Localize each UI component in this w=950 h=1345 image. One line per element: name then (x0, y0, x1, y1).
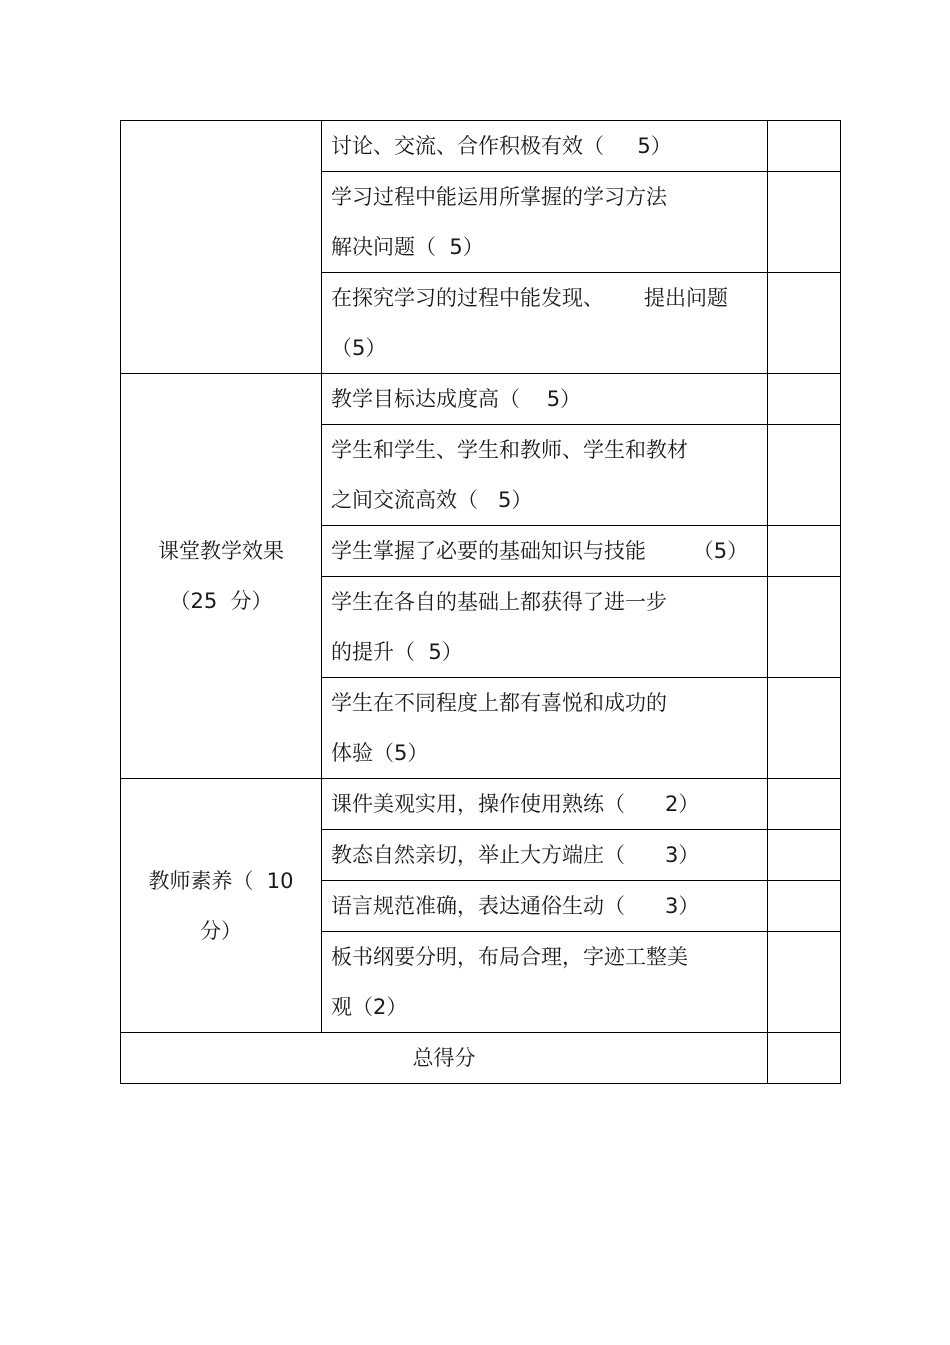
criterion-cell (322, 374, 768, 425)
table-row (121, 121, 841, 172)
criterion-text: 学生和学生、学生和教师、学生和教材 (331, 438, 688, 462)
criterion-text: 学生掌握了必要的基础知识与技能 （5） (331, 539, 749, 563)
criterion-cell (322, 121, 768, 172)
score-cell[interactable] (768, 121, 841, 172)
evaluation-table (120, 120, 841, 1084)
score-cell[interactable] (768, 678, 841, 779)
criterion-text: 观（2） (331, 995, 408, 1019)
criterion-cell (322, 678, 768, 779)
criterion-text: 在探究学习的过程中能发现、 提出问题 (331, 286, 729, 310)
category-cell-blank (121, 121, 322, 374)
score-cell[interactable] (768, 273, 841, 374)
criterion-text: 语言规范准确，表达通俗生动（ 3） (331, 894, 700, 918)
criterion-text: 教态自然亲切，举止大方端庄（ 3） (331, 843, 700, 867)
criterion-text: 讨论、交流、合作积极有效（ 5） (331, 134, 672, 158)
criterion-cell (322, 425, 768, 526)
table-row (121, 374, 841, 425)
category-points: （25 分） (169, 589, 273, 613)
total-row (121, 1033, 841, 1084)
category-title: 课堂教学效果 (158, 539, 284, 563)
score-cell[interactable] (768, 425, 841, 526)
criterion-cell (322, 526, 768, 577)
criterion-text: 学生在各自的基础上都获得了进一步 (331, 590, 667, 614)
total-score-cell[interactable] (768, 1033, 841, 1084)
criterion-cell (322, 779, 768, 830)
score-cell[interactable] (768, 526, 841, 577)
criterion-text: 之间交流高效（ 5） (331, 488, 533, 512)
score-cell[interactable] (768, 881, 841, 932)
criterion-text: 解决问题（ 5） (331, 235, 484, 259)
criterion-cell (322, 830, 768, 881)
criterion-text: 学生在不同程度上都有喜悦和成功的 (331, 691, 667, 715)
score-cell[interactable] (768, 374, 841, 425)
score-cell[interactable] (768, 577, 841, 678)
category-title: 教师素养（ 10 (148, 868, 294, 893)
criterion-text: 学习过程中能运用所掌握的学习方法 (331, 185, 667, 209)
criterion-text: 的提升（ 5） (331, 640, 463, 664)
criterion-text: 体验（5） (331, 741, 429, 765)
criterion-text: 板书纲要分明，布局合理，字迹工整美 (331, 945, 688, 969)
score-cell[interactable] (768, 172, 841, 273)
criterion-text: （5） (331, 336, 387, 360)
category-cell-teacher-quality (121, 779, 322, 1033)
score-cell[interactable] (768, 779, 841, 830)
category-points: 分） (200, 918, 242, 943)
score-cell[interactable] (768, 830, 841, 881)
category-cell-teaching-effect (121, 374, 322, 779)
score-cell[interactable] (768, 932, 841, 1033)
criterion-cell (322, 273, 768, 374)
criterion-cell (322, 577, 768, 678)
criterion-text: 课件美观实用，操作使用熟练（ 2） (331, 792, 700, 816)
criterion-cell (322, 932, 768, 1033)
total-label: 总得分 (121, 1033, 768, 1084)
criterion-cell (322, 172, 768, 273)
criterion-cell (322, 881, 768, 932)
table-row (121, 779, 841, 830)
criterion-text: 教学目标达成度高（ 5） (331, 387, 582, 411)
